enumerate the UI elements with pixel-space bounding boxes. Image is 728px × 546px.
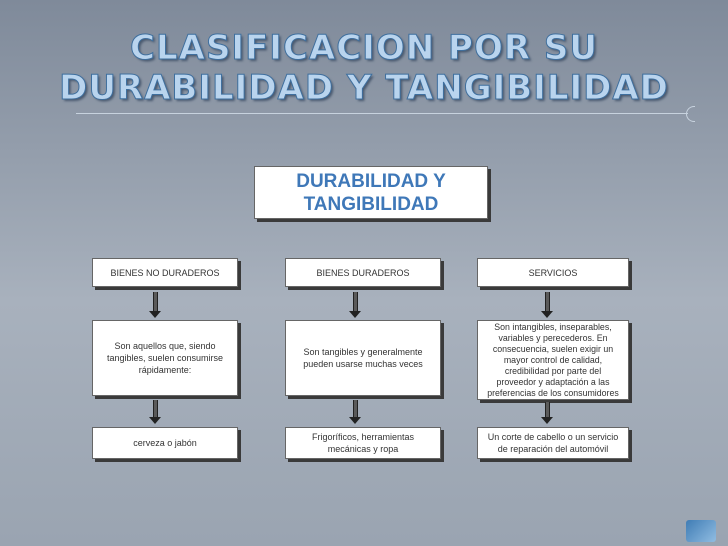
description-line: proveedor y adaptación a las	[496, 376, 610, 387]
title-line-2: DURABILIDAD Y TANGIBILIDAD	[59, 68, 669, 108]
example-box-servicios	[477, 427, 629, 459]
header-box-servicios	[477, 258, 629, 287]
arrow-down	[151, 400, 160, 424]
example-box-duraderos	[285, 427, 441, 459]
description-box-no-duraderos	[92, 320, 238, 396]
divider-end-ornament	[686, 106, 695, 122]
description-line: Son intangibles, inseparables,	[494, 321, 612, 332]
header-label: BIENES DURADEROS	[316, 267, 410, 278]
description-line: variables y perecederos. En	[498, 332, 608, 343]
description-line: Son aquellos que, siendo	[114, 341, 216, 351]
description-box-servicios	[477, 320, 629, 400]
arrow-down	[151, 292, 160, 318]
description-line: consecuencia, suelen exigir un	[492, 343, 614, 354]
description-line: mayor control de calidad,	[503, 354, 603, 365]
title-line-1: CLASIFICACION POR SU	[130, 28, 598, 68]
example-box-no-duraderos	[92, 427, 238, 459]
example-line: Frigoríficos, herramientas	[311, 432, 415, 442]
slide-title	[0, 28, 728, 108]
description-line: rápidamente:	[138, 365, 192, 375]
header-box-duraderos	[285, 258, 441, 287]
description-line: tangibles, suelen consumirse	[106, 353, 224, 363]
example-line: cerveza o jabón	[133, 438, 197, 448]
header-label: SERVICIOS	[528, 267, 578, 278]
arrow-down	[543, 292, 552, 318]
arrow-down	[351, 292, 360, 318]
description-line: pueden usarse muchas veces	[303, 359, 423, 369]
description-line: preferencias de los consumidores	[487, 387, 619, 398]
arrow-down	[543, 402, 552, 424]
root-box	[254, 166, 488, 219]
example-line: Un corte de cabello o un servicio	[487, 432, 619, 442]
example-line: mecánicas y ropa	[327, 444, 399, 454]
corner-decoration	[686, 520, 716, 542]
root-label-line-2: TANGIBILIDAD	[303, 193, 439, 215]
description-line: Son tangibles y generalmente	[303, 347, 423, 357]
arrow-down	[351, 400, 360, 424]
description-box-duraderos	[285, 320, 441, 396]
header-box-no-duraderos	[92, 258, 238, 287]
header-label: BIENES NO DURADEROS	[110, 267, 220, 278]
root-label-line-1: DURABILIDAD Y	[296, 170, 446, 192]
title-divider	[76, 113, 688, 114]
description-line: credibilidad por parte del	[504, 365, 602, 376]
example-line: de reparación del automóvil	[497, 444, 609, 454]
